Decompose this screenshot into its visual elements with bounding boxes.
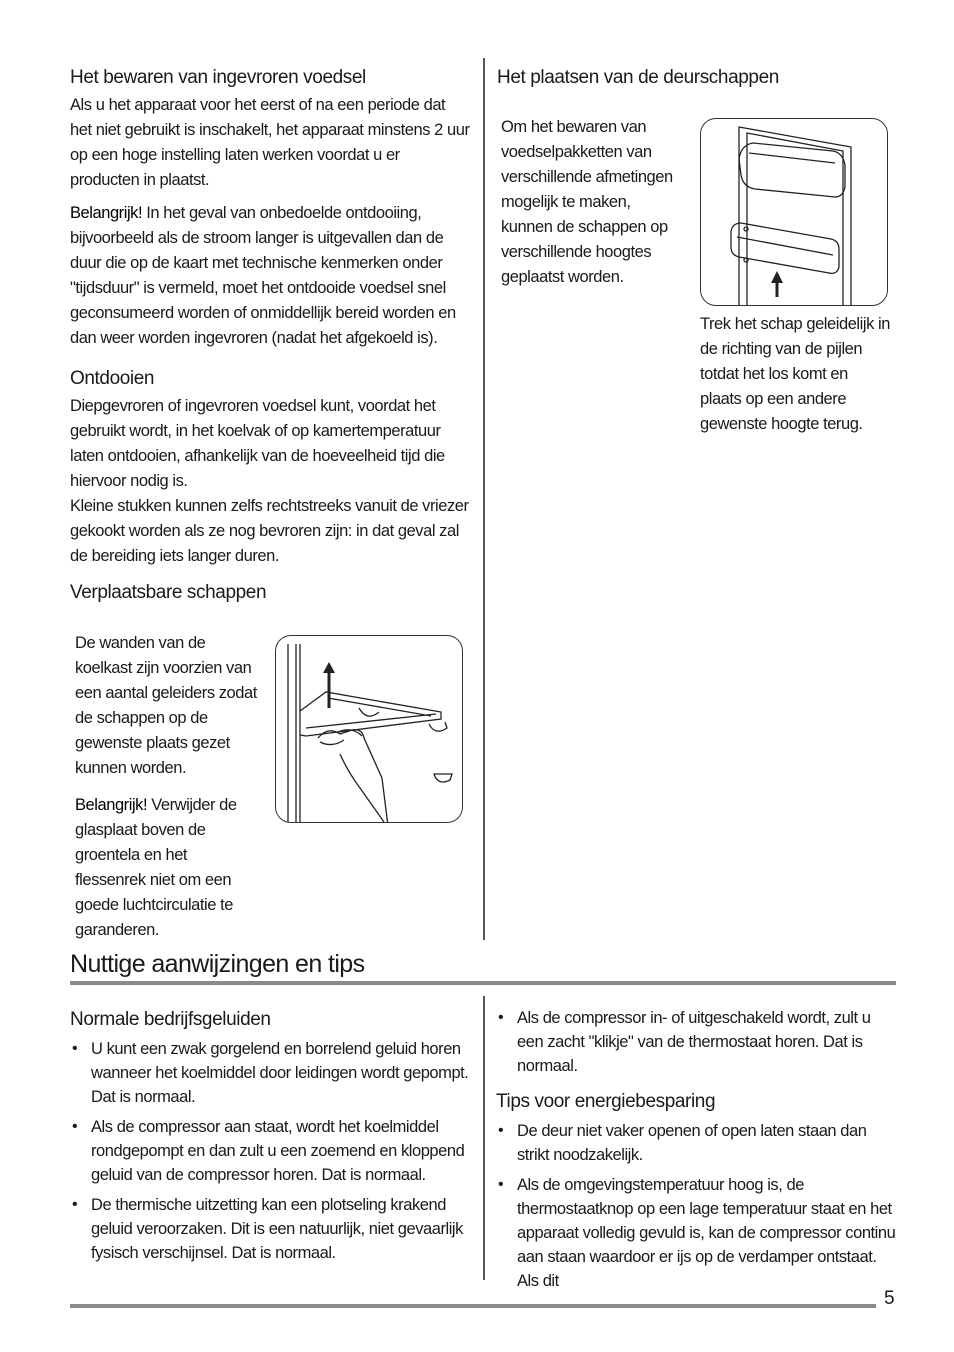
defrost-paragraph-1: Diepgevroren of ingevroren voedsel kunt, voordat het gebruikt wordt, in het koelvak of op kamertemperatuur laten ontdooien, afhankelijk van de hoeveelheid tijd die hiervoor nodig is. [70, 397, 445, 490]
shelves-text [75, 631, 257, 943]
door-shelf-illustration [700, 118, 888, 306]
section-title-door-shelves: Het plaatsen van de deurschappen [497, 67, 779, 88]
frozen-storage-important [70, 201, 470, 351]
list-item: • U kunt een zwak gorgelend en borrelend geluid horen wanneer het koelmiddel door leidingen wordt gepompt. Dat is normaal. [70, 1037, 470, 1109]
section-title-energy-tips: Tips voor energiebesparing [496, 1091, 716, 1112]
defrost-paragraph-2: Kleine stukken kunnen zelfs rechtstreeks vanuit de vriezer gekookt worden als ze nog bevroren zijn: in dat geval zal de bereiding iets langer duren. [70, 497, 469, 565]
door-shelves-paragraph: Om het bewaren van voedselpakketten van verschillende afmetingen mogelijk te maken, kunnen de schappen op verschillende hoogtes geplaatst worden. [501, 118, 673, 286]
arrow-up-icon [323, 662, 335, 673]
door-shelf-drawing [701, 119, 887, 305]
list-item: • Als de compressor aan staat, wordt het koelmiddel rondgepompt en dan zult u een zoemend en kloppend geluid van de compressor horen. Dat is normaal. [70, 1115, 470, 1187]
door-shelves-caption-block [700, 312, 890, 437]
important-text: Verwijder de glasplaat boven de groentela en het flessenrek niet om een goede luchtcirculatie te garanderen. [75, 796, 237, 939]
list-item: • De deur niet vaker openen of open laten staan dan strikt noodzakelijk. [496, 1119, 896, 1167]
compressor-click-list [496, 1006, 896, 1078]
left-top-column [70, 66, 470, 605]
shelves-paragraph: De wanden van de koelkast zijn voorzien van een aantal geleiders zodat de schappen op de gewenste plaats gezet kunnen worden. [75, 634, 257, 777]
important-label: Belangrijk! [70, 204, 143, 222]
list-item: • Als de compressor in- of uitgeschakeld wordt, zult u een zacht "klikje" van de thermostaat horen. Dat is normaal. [496, 1006, 896, 1078]
door-shelves-caption: Trek het schap geleidelijk in de richting van de pijlen totdat het los komt en plaats op een andere gewenste hoogte terug. [700, 315, 890, 433]
section-title-movable-shelves: Verplaatsbare schappen [70, 582, 267, 603]
list-item: • De thermische uitzetting kan een plotseling krakend geluid veroorzaken. Dit is een natuurlijk, niet gevaarlijk fysisch verschijnsel. Dat is normaal. [70, 1193, 470, 1265]
shelf-drawing [276, 636, 462, 822]
energy-tips-list [496, 1119, 896, 1293]
page-number: 5 [884, 1288, 895, 1309]
list-item: • Als de omgevingstemperatuur hoog is, de thermostaatknop op een lage temperatuur staat en het apparaat volledig gevuld is, kan de compressor continu aan staan waardoor er ijs op de verdamper ontstaat. Als dit [496, 1173, 896, 1293]
column-divider-bottom [483, 996, 485, 1280]
normal-sounds-list [70, 1037, 470, 1265]
frozen-storage-paragraph: Als u het apparaat voor het eerst of na een periode dat het niet gebruikt is inschakelt, het apparaat minstens 2 uur op een hoge instelling laten werken voordat u er producten in plaatst. [70, 96, 470, 189]
normal-sounds-section [70, 1008, 470, 1271]
arrow-up-icon [771, 271, 783, 283]
section-title-normal-sounds: Normale bedrijfsgeluiden [70, 1009, 271, 1030]
important-text: In het geval van onbedoelde ontdooiing, bijvoorbeeld als de stroom langer is uitgevallen dan de duur die op de kaart met technische kenmerken onder "tijdsduur" is vermeld, moet het ontdooide voedsel snel geconsumeerd worden of onmiddellijk bereid worden en dan weer worden ingevroren (nadat het afgekoeld is). [70, 204, 456, 347]
shelves-important [75, 793, 257, 943]
important-label: Belangrijk! [75, 796, 148, 814]
column-divider-top [483, 58, 485, 940]
door-shelves-text [501, 115, 686, 290]
heading-rule [70, 981, 896, 985]
section-title-frozen-storage: Het bewaren van ingevroren voedsel [70, 67, 366, 88]
section-title-defrost: Ontdooien [70, 368, 155, 389]
bottom-right-column [496, 1006, 896, 1299]
movable-shelf-illustration [275, 635, 463, 823]
door-shelves-section [497, 66, 897, 90]
main-heading: Nuttige aanwijzingen en tips [70, 950, 365, 978]
footer-rule [70, 1304, 876, 1308]
